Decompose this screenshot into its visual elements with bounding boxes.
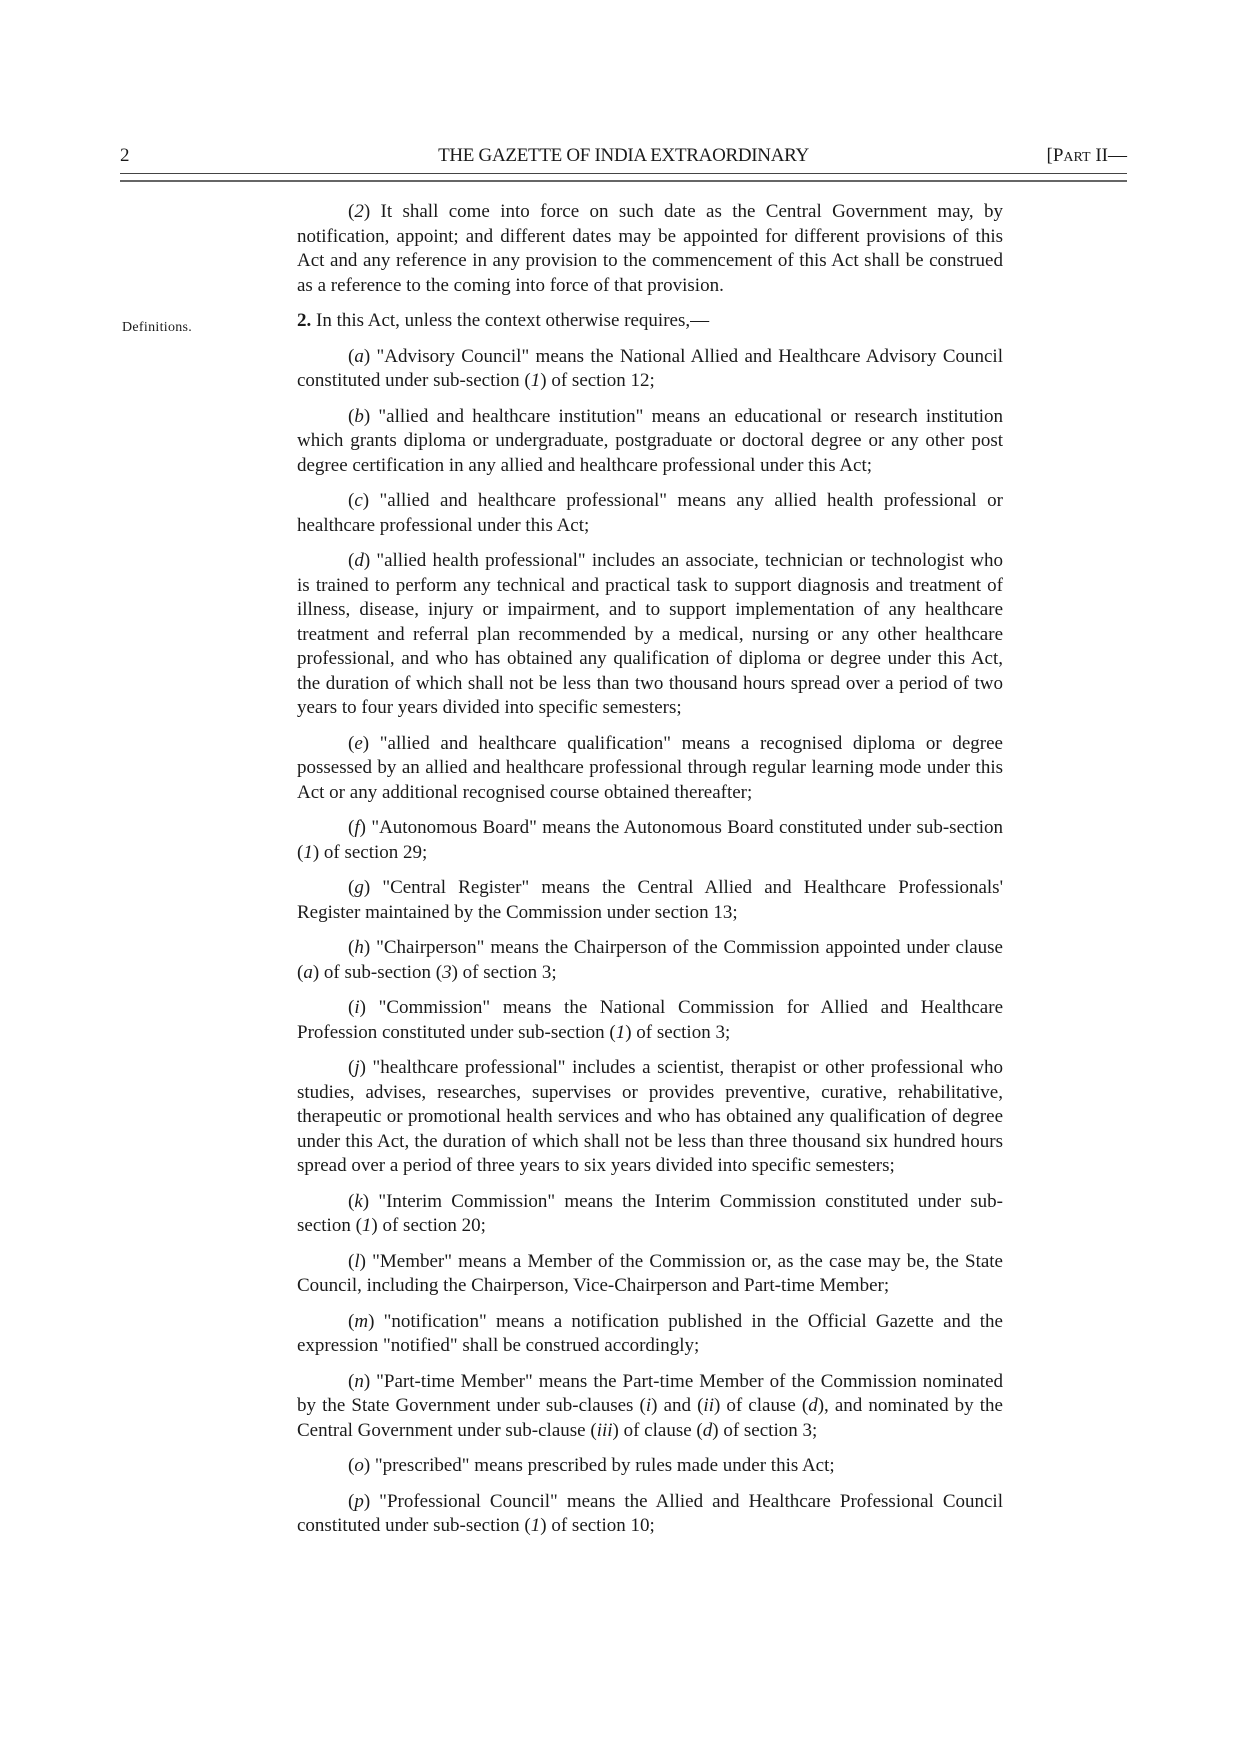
italic-reference: d — [702, 1419, 713, 1441]
clause-text: ) of section 3; — [451, 961, 557, 983]
clause-label: a — [354, 345, 364, 367]
clause-label: c — [354, 490, 363, 511]
clause-text: ) of clause ( — [713, 1395, 809, 1416]
subsection-label: 2 — [354, 201, 364, 222]
header-rule-top — [120, 173, 1127, 174]
definition-clause-c: (c) "allied and healthcare professional" means any allied health professional or healthcare professional under this Act; — [297, 490, 1003, 536]
clause-text: "allied and healthcare institution" means an educational or research institution which grants diploma or undergraduate, postgraduate or doctoral degree or any other post degree certification in any allied and healthcare professional under this Act; — [297, 405, 1003, 476]
definition-clause-d: (d) "allied health professional" includes an associate, technician or technologist who is trained to perform any technical and practical task to support diagnosis and treatment of illness, disease, injury or impairment, and to support implementation of any healthcare treatment and referral plan recommended by a medical, nursing or any other healthcare professional, and who has obtained any qualification of diploma or degree under this Act, the duration of which shall not be less than two thousand hours spread over a period of two years to four years divided into specific semesters; — [297, 550, 1003, 718]
definition-clause-g: (g) "Central Register" means the Central Allied and Healthcare Professionals' Register maintained by the Commission under section 13; — [297, 877, 1003, 923]
clause-text: "allied health professional" includes an associate, technician or technologist who is trained to perform any technical and practical task to support diagnosis and treatment of illness, disease, injury or impairment, and to support implementation of any healthcare treatment and referral plan recommended by a medical, nursing or any other healthcare professional, and who has obtained any qualification of diploma or degree under this Act, the duration of which shall not be less than two thousand hours spread over a period of two years to four years divided into specific semesters; — [297, 550, 1003, 718]
definitions-list — [297, 345, 1003, 1539]
italic-reference: 1 — [615, 1021, 626, 1043]
clause-text: "Autonomous Board" means the Autonomous Board constituted under sub-section ( — [297, 817, 1003, 863]
italic-reference: a — [303, 961, 313, 983]
clause-text: ) of sub-section ( — [312, 961, 443, 983]
definition-clause-k: (k) "Interim Commission" means the Interim Commission constituted under sub-section (1) of section 20; — [297, 1190, 1003, 1236]
clause-label: e — [354, 732, 363, 754]
subsection-text: It shall come into force on such date as the Central Government may, by notification, appoint; and different dates may be appointed for different provisions of this Act and any reference in any provision to the commencement of this Act shall be construed as a reference to the coming into force of that provision. — [297, 201, 1003, 296]
clause-label: d — [354, 550, 364, 571]
margin-note-definitions: Definitions. — [122, 320, 193, 335]
clause-text: "notification" means a notification published in the Official Gazette and the expression "notified" shall be construed accordingly; — [297, 1310, 1003, 1356]
part-label — [1047, 145, 1127, 167]
italic-reference: iii — [596, 1419, 613, 1441]
clause-label: k — [354, 1190, 363, 1212]
subsection-2: (2) It shall come into force on such date as the Central Government may, by notification, appoint; and different dates may be appointed for different provisions of this Act and any reference in any provision to the commencement of this Act shall be construed as a reference to the coming into force of that provision. — [297, 201, 1003, 296]
italic-reference: 1 — [361, 1215, 372, 1236]
definition-clause-j: (j) "healthcare professional" includes a scientist, therapist or other professional who studies, advises, researches, supervises or provides preventive, curative, rehabilitative, therapeutic or promotional health services and who has obtained any qualification of degree under this Act, the duration of which shall not be less than three thousand six hundred hours spread over a period of three years to six years divided into specific semesters; — [297, 1057, 1003, 1176]
definition-clause-i: (i) "Commission" means the National Commission for Allied and Healthcare Profession constituted under sub-section (1) of section 3; — [297, 997, 1003, 1043]
clause-label: i — [354, 997, 360, 1018]
clause-text: "Commission" means the National Commission for Allied and Healthcare Profession constituted under sub-section ( — [297, 997, 1003, 1043]
clause-text: "allied and healthcare professional" means any allied health professional or healthcare professional under this Act; — [297, 490, 1003, 536]
clause-label: g — [354, 877, 364, 898]
gazette-title: THE GAZETTE OF INDIA EXTRAORDINARY — [438, 145, 809, 166]
clause-text: "allied and healthcare qualification" means a recognised diploma or degree possessed by an allied and healthcare professional through regular learning mode under this Act or any additional recognised course obtained thereafter; — [297, 732, 1003, 803]
clause-text: ), and nominated by the Central Government under sub-clause ( — [297, 1395, 1003, 1441]
italic-reference: 1 — [530, 1515, 541, 1536]
clause-text: ) of clause ( — [612, 1419, 703, 1441]
italic-reference: d — [808, 1395, 818, 1416]
section-number: 2. — [297, 310, 312, 331]
definition-clause-m: (m) "notification" means a notification published in the Official Gazette and the expression "notified" shall be construed accordingly; — [297, 1310, 1003, 1356]
clause-text: "Part-time Member" means the Part-time Member of the Commission nominated by the State Government under sub-clauses ( — [297, 1370, 1003, 1416]
section-intro-text: In this Act, unless the context otherwise requires,— — [311, 310, 710, 331]
clause-text: ) of section 3; — [712, 1419, 818, 1441]
definition-clause-a: (a) "Advisory Council" means the National Allied and Healthcare Advisory Council constituted under sub-section (1) of section 12; — [297, 345, 1003, 391]
clause-text: "Chairperson" means the Chairperson of the Commission appointed under clause ( — [297, 937, 1003, 983]
header-rule-bottom — [120, 180, 1127, 182]
clause-label: n — [354, 1370, 364, 1392]
definition-clause-e: (e) "allied and healthcare qualification" means a recognised diploma or degree possessed by an allied and healthcare professional through regular learning mode under this Act or any additional recognised course obtained thereafter; — [297, 732, 1003, 803]
clause-text: ) of section 10; — [540, 1515, 655, 1536]
clause-text: ) of section 3; — [625, 1021, 731, 1043]
italic-reference: 1 — [303, 841, 313, 863]
document-body — [297, 200, 1003, 1550]
clause-text: "Advisory Council" means the National Allied and Healthcare Advisory Council constituted under sub-section ( — [297, 345, 1003, 391]
clause-text: "healthcare professional" includes a scientist, therapist or other professional who studies, advises, researches, supervises or provides preventive, curative, rehabilitative, therapeutic or promotional health services and who has obtained any qualification of degree under this Act, the duration of which shall not be less than three thousand six hundred hours spread over a period of three years to six years divided into specific semesters; — [297, 1057, 1003, 1176]
page-number: 2 — [120, 145, 130, 166]
clause-label: o — [354, 1455, 364, 1476]
clause-label: l — [354, 1250, 360, 1272]
italic-reference: 3 — [442, 961, 452, 983]
clause-text: "Interim Commission" means the Interim Commission constituted under sub-section ( — [297, 1190, 1003, 1236]
clause-text: "prescribed" means prescribed by rules made under this Act; — [370, 1455, 835, 1476]
definition-clause-p: (p) "Professional Council" means the Allied and Healthcare Professional Council constituted under sub-section (1) of section 10; — [297, 1490, 1003, 1536]
clause-label: b — [354, 405, 364, 427]
definition-clause-n: (n) "Part-time Member" means the Part-time Member of the Commission nominated by the State Government under sub-clauses (i) and (ii) of clause (d), and nominated by the Central Government under sub-clause (iii) of clause (d) of section 3; — [297, 1370, 1003, 1441]
clause-text: ) of section 20; — [371, 1215, 486, 1236]
clause-label: m — [354, 1310, 369, 1332]
clause-text: "Member" means a Member of the Commission or, as the case may be, the State Council, including the Chairperson, Vice-Chairperson and Part-time Member; — [297, 1250, 1003, 1296]
italic-reference: 1 — [530, 370, 541, 391]
part-text: PART II— — [1052, 145, 1127, 166]
clause-text: ) of section 29; — [312, 841, 428, 863]
clause-label: h — [354, 937, 364, 958]
clause-text: "Professional Council" means the Allied and Healthcare Professional Council constituted under sub-section ( — [297, 1490, 1003, 1536]
clause-label: p — [354, 1490, 364, 1512]
italic-reference: ii — [703, 1395, 714, 1416]
section-2-intro — [297, 309, 1003, 334]
definition-clause-h: (h) "Chairperson" means the Chairperson of the Commission appointed under clause (a) of sub-section (3) of section 3; — [297, 937, 1003, 983]
clause-text: ) and ( — [651, 1395, 704, 1416]
definition-clause-o: (o) "prescribed" means prescribed by rules made under this Act; — [348, 1455, 835, 1476]
running-header — [120, 145, 1127, 171]
part-bracket: [ — [1046, 145, 1053, 166]
definition-clause-b: (b) "allied and healthcare institution" means an educational or research institution which grants diploma or undergraduate, postgraduate or doctoral degree or any other post degree certification in any allied and healthcare professional under this Act; — [297, 405, 1003, 476]
definition-clause-l: (l) "Member" means a Member of the Commission or, as the case may be, the State Council, including the Chairperson, Vice-Chairperson and Part-time Member; — [297, 1250, 1003, 1296]
clause-label: f — [354, 817, 360, 838]
clause-text: "Central Register" means the Central Allied and Healthcare Professionals' Register maintained by the Commission under section 13; — [297, 877, 1003, 923]
part-smallcaps: ART — [1063, 150, 1091, 165]
clause-label: j — [354, 1057, 360, 1078]
definition-clause-f: (f) "Autonomous Board" means the Autonomous Board constituted under sub-section (1) of section 29; — [297, 817, 1003, 863]
italic-reference: i — [645, 1395, 652, 1416]
clause-text: ) of section 12; — [540, 370, 655, 391]
